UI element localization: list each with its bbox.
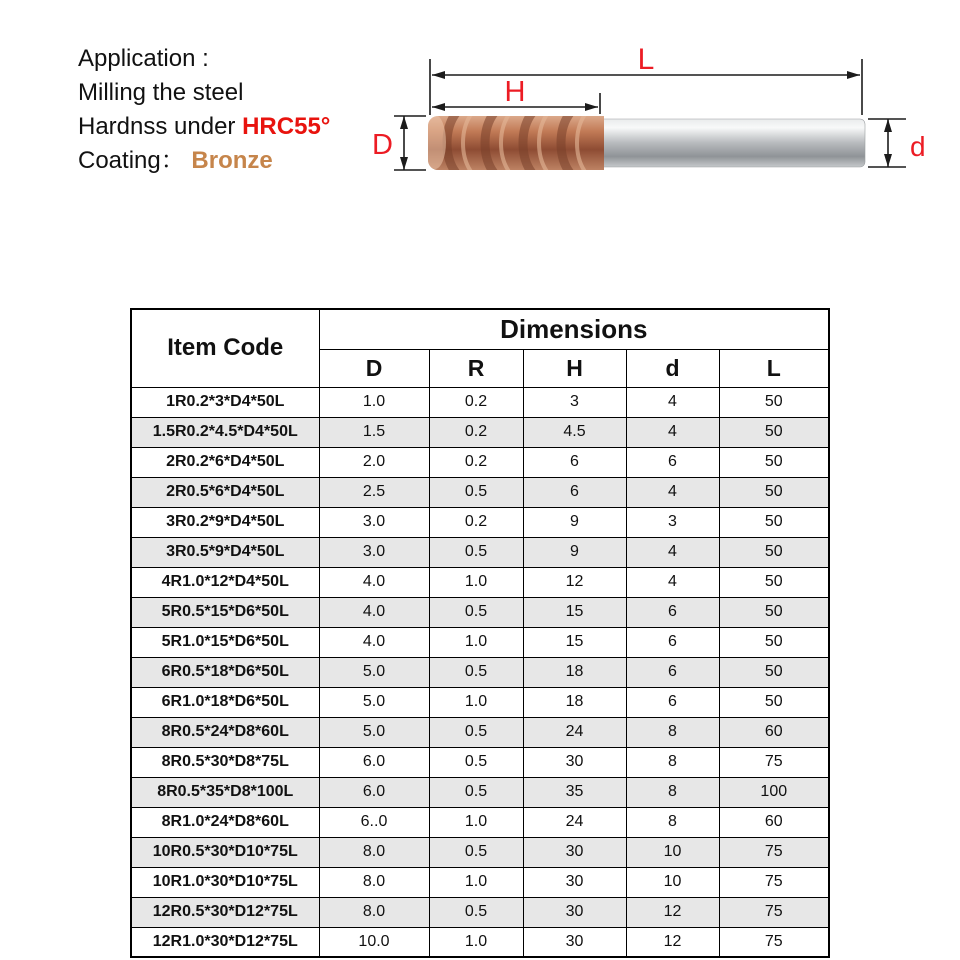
value-cell: 10 [626,837,719,867]
item-code-cell: 1.5R0.2*4.5*D4*50L [131,417,319,447]
endmill-diagram [360,25,950,225]
value-cell: 1.0 [429,627,523,657]
value-cell: 1.5 [319,417,429,447]
table-row [131,717,829,747]
value-cell: 6 [626,657,719,687]
value-cell: 10 [626,867,719,897]
value-cell: 6 [626,597,719,627]
value-cell: 75 [719,927,829,957]
col-header-d: d [626,349,719,387]
item-code-cell: 2R0.5*6*D4*50L [131,477,319,507]
value-cell: 8.0 [319,897,429,927]
item-code-cell: 8R0.5*30*D8*75L [131,747,319,777]
value-cell: 9 [523,537,626,567]
value-cell: 0.5 [429,777,523,807]
value-cell: 0.5 [429,747,523,777]
value-cell: 30 [523,837,626,867]
value-cell: 50 [719,627,829,657]
value-cell: 3 [523,387,626,417]
value-cell: 18 [523,657,626,687]
table-row [131,747,829,777]
hardness-prefix: Hardnss under [78,113,243,140]
value-cell: 6 [626,627,719,657]
value-cell: 50 [719,387,829,417]
value-cell: 0.2 [429,387,523,417]
value-cell: 6..0 [319,807,429,837]
table-row [131,657,829,687]
value-cell: 30 [523,747,626,777]
value-cell: 0.2 [429,417,523,447]
value-cell: 9 [523,507,626,537]
item-code-header: Item Code [131,309,319,387]
value-cell: 3.0 [319,507,429,537]
value-cell: 8.0 [319,837,429,867]
value-cell: 18 [523,687,626,717]
value-cell: 8 [626,807,719,837]
value-cell: 30 [523,867,626,897]
spec-table-body [131,387,829,957]
value-cell: 50 [719,567,829,597]
table-row [131,927,829,957]
value-cell: 5.0 [319,717,429,747]
value-cell: 50 [719,537,829,567]
value-cell: 8 [626,747,719,777]
value-cell: 3 [626,507,719,537]
value-cell: 50 [719,507,829,537]
value-cell: 60 [719,807,829,837]
value-cell: 10.0 [319,927,429,957]
value-cell: 4 [626,537,719,567]
table-row [131,537,829,567]
hardness-value: HRC55° [242,113,331,140]
value-cell: 15 [523,627,626,657]
value-cell: 6 [523,447,626,477]
value-cell: 4.0 [319,627,429,657]
value-cell: 3.0 [319,537,429,567]
value-cell: 4 [626,567,719,597]
col-header-H: H [523,349,626,387]
milling-text: Milling the steel [78,79,244,106]
item-code-cell: 10R1.0*30*D10*75L [131,867,319,897]
value-cell: 0.5 [429,477,523,507]
table-row [131,867,829,897]
value-cell: 4.5 [523,417,626,447]
dim-label-D: D [372,129,393,161]
endmill-flutes [424,113,604,173]
item-code-cell: 8R1.0*24*D8*60L [131,807,319,837]
col-header-D: D [319,349,429,387]
item-code-cell: 4R1.0*12*D4*50L [131,567,319,597]
item-code-cell: 1R0.2*3*D4*50L [131,387,319,417]
table-row [131,807,829,837]
table-row [131,567,829,597]
dimensions-header: Dimensions [319,309,829,349]
hardness-text [78,110,330,144]
value-cell: 8.0 [319,867,429,897]
table-row [131,687,829,717]
value-cell: 6 [626,447,719,477]
value-cell: 1.0 [429,567,523,597]
value-cell: 5.0 [319,687,429,717]
value-cell: 12 [626,927,719,957]
value-cell: 24 [523,717,626,747]
value-cell: 0.5 [429,897,523,927]
value-cell: 6 [626,687,719,717]
value-cell: 75 [719,747,829,777]
value-cell: 75 [719,837,829,867]
value-cell: 4 [626,417,719,447]
application-label: Application : [78,45,209,72]
table-row [131,777,829,807]
value-cell: 6 [523,477,626,507]
value-cell: 24 [523,807,626,837]
value-cell: 0.2 [429,507,523,537]
table-row [131,387,829,417]
item-code-cell: 2R0.2*6*D4*50L [131,447,319,477]
item-code-cell: 10R0.5*30*D10*75L [131,837,319,867]
value-cell: 1.0 [429,807,523,837]
table-row [131,597,829,627]
table-row [131,447,829,477]
value-cell: 50 [719,687,829,717]
item-code-cell: 3R0.2*9*D4*50L [131,507,319,537]
value-cell: 15 [523,597,626,627]
application-info [78,42,330,178]
value-cell: 50 [719,417,829,447]
dim-label-L: L [637,43,655,76]
value-cell: 75 [719,867,829,897]
value-cell: 1.0 [429,927,523,957]
item-code-cell: 12R0.5*30*D12*75L [131,897,319,927]
value-cell: 100 [719,777,829,807]
table-row [131,897,829,927]
value-cell: 12 [523,567,626,597]
table-row [131,417,829,447]
value-cell: 0.5 [429,537,523,567]
value-cell: 4.0 [319,597,429,627]
value-cell: 4.0 [319,567,429,597]
value-cell: 0.5 [429,597,523,627]
item-code-cell: 3R0.5*9*D4*50L [131,537,319,567]
value-cell: 0.2 [429,447,523,477]
value-cell: 0.5 [429,837,523,867]
value-cell: 2.0 [319,447,429,477]
value-cell: 50 [719,597,829,627]
value-cell: 60 [719,717,829,747]
value-cell: 5.0 [319,657,429,687]
value-cell: 8 [626,777,719,807]
value-cell: 8 [626,717,719,747]
table-row [131,507,829,537]
item-code-cell: 6R0.5*18*D6*50L [131,657,319,687]
value-cell: 50 [719,477,829,507]
value-cell: 2.5 [319,477,429,507]
item-code-cell: 12R1.0*30*D12*75L [131,927,319,957]
dim-label-d: d [910,131,926,162]
value-cell: 35 [523,777,626,807]
value-cell: 1.0 [429,687,523,717]
value-cell: 30 [523,897,626,927]
item-code-cell: 8R0.5*24*D8*60L [131,717,319,747]
coating-value: Bronze [191,147,273,174]
item-code-cell: 8R0.5*35*D8*100L [131,777,319,807]
value-cell: 6.0 [319,747,429,777]
coating-text [78,144,330,178]
table-row [131,837,829,867]
table-row [131,627,829,657]
item-code-cell: 5R0.5*15*D6*50L [131,597,319,627]
value-cell: 75 [719,897,829,927]
table-row [131,477,829,507]
value-cell: 0.5 [429,717,523,747]
value-cell: 1.0 [429,867,523,897]
item-code-cell: 6R1.0*18*D6*50L [131,687,319,717]
value-cell: 12 [626,897,719,927]
endmill-shank [599,119,865,167]
spec-table [130,308,830,958]
value-cell: 6.0 [319,777,429,807]
col-header-L: L [719,349,829,387]
item-code-cell: 5R1.0*15*D6*50L [131,627,319,657]
value-cell: 30 [523,927,626,957]
coating-label: Coating： [78,147,185,174]
value-cell: 50 [719,657,829,687]
value-cell: 4 [626,477,719,507]
dim-label-H: H [504,76,526,108]
col-header-R: R [429,349,523,387]
value-cell: 0.5 [429,657,523,687]
value-cell: 50 [719,447,829,477]
value-cell: 1.0 [319,387,429,417]
value-cell: 4 [626,387,719,417]
